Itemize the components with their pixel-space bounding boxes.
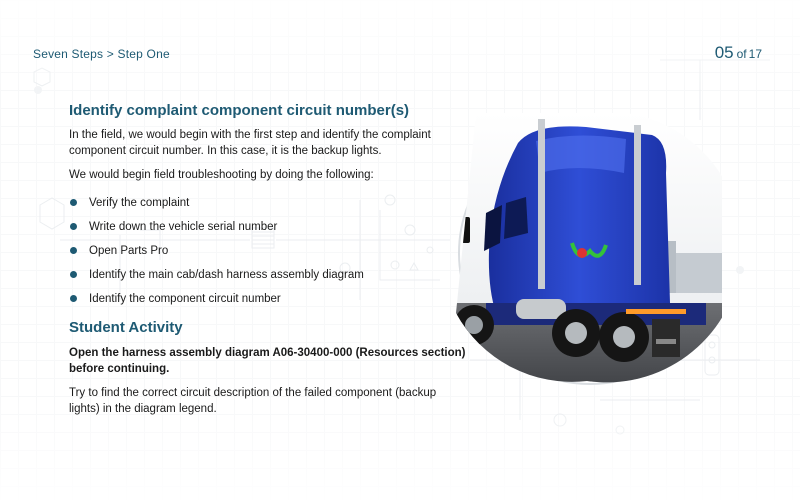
page-of-label: of	[736, 47, 747, 61]
page-total: 17	[748, 47, 762, 61]
truck-illustration	[456, 113, 722, 389]
student-activity-heading: Student Activity	[69, 319, 183, 336]
bullet-icon	[70, 223, 77, 230]
list-item-text: Identify the main cab/dash harness assembly diagram	[89, 269, 364, 281]
bullet-icon	[70, 247, 77, 254]
activity-task: Try to find the correct circuit description of the failed component (backup lights) in the diagram legend.	[69, 387, 437, 415]
step-list	[69, 191, 469, 311]
page-current: 05	[714, 43, 734, 62]
list-item-text: Verify the complaint	[89, 197, 190, 209]
list-item	[69, 191, 469, 215]
list-item-text: Identify the component circuit number	[89, 293, 281, 305]
truck-photo	[456, 113, 722, 389]
breadcrumb: Seven Steps > Step One	[33, 47, 170, 61]
bullet-icon	[70, 271, 77, 278]
list-item	[69, 215, 469, 239]
intro-paragraph: In the field, we would begin with the first step and identify the complaint component circuit number. In this case, it is the backup lights.	[69, 129, 431, 157]
list-item-text: Write down the vehicle serial number	[89, 221, 278, 233]
bullet-icon	[70, 199, 77, 206]
slide-content	[69, 102, 469, 425]
page-counter	[715, 43, 762, 63]
activity-instruction: Open the harness assembly diagram A06-30400-000 (Resources section) before continuing.	[69, 347, 466, 375]
lead-paragraph: We would begin field troubleshooting by doing the following:	[69, 169, 374, 181]
list-item	[69, 287, 469, 311]
list-item-text: Open Parts Pro	[89, 245, 169, 257]
list-item	[69, 239, 469, 263]
list-item	[69, 263, 469, 287]
page-title: Identify complaint component circuit number(s)	[69, 102, 410, 119]
bullet-icon	[70, 295, 77, 302]
